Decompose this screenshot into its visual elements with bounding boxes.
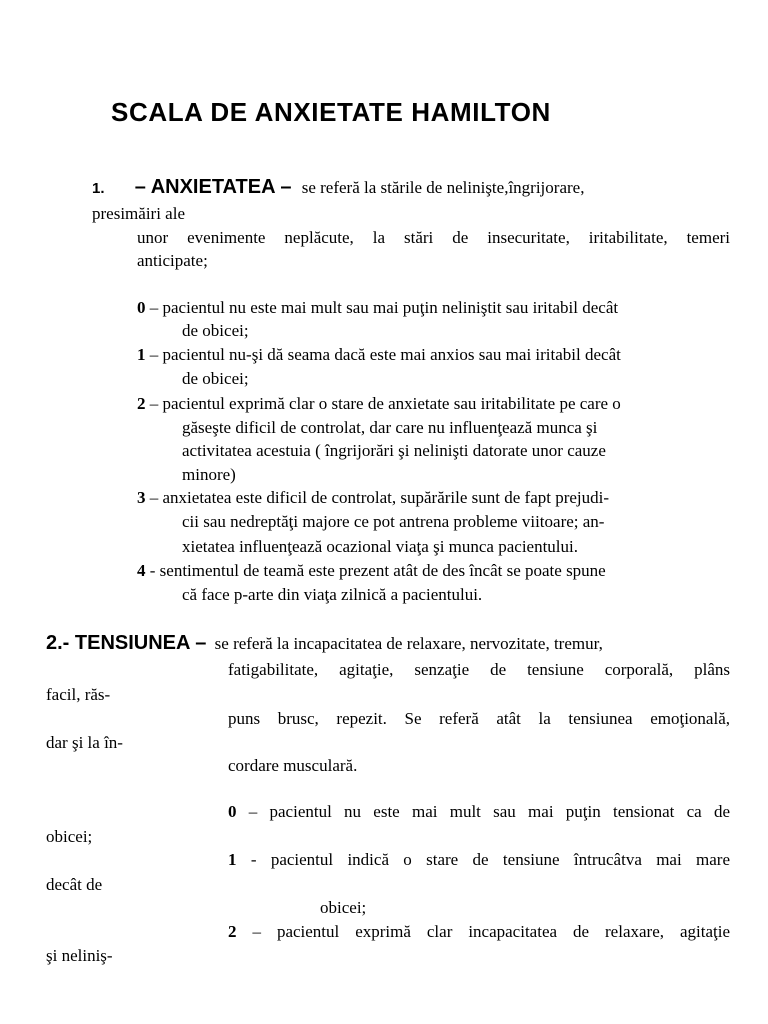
score-value: 2 [137,394,146,413]
score-text: obicei; [46,827,93,846]
section-1-heading: – ANXIETATEA – [134,176,292,198]
section-2-description-line: facil, răs- [46,685,111,704]
score-item [228,922,730,942]
score-item [137,394,621,414]
section-2-description-line: cordare musculară. [228,756,358,775]
score-text: - pacientul indică o stare de tensiune întrucâtva mai mare [250,850,730,869]
score-text: obicei; [320,898,367,917]
score-text: - sentimentul de teamă este prezent atât de des încât se poate spune [149,561,606,580]
score-item [137,345,621,365]
section-2-description: se referă la incapacitatea de relaxare, nervozitate, tremur, [214,634,603,653]
score-text: – pacientul nu-şi dă seama dacă este mai anxios sau mai iritabil decât [149,345,621,364]
section-1-description-line: presimăiri ale [92,204,185,223]
score-text: – pacientul nu este mai mult sau mai puţin neliniştit sau iritabil decât [149,298,619,317]
section-1-description-line: anticipate; [137,251,208,270]
score-value: 3 [137,488,146,507]
score-value: 2 [228,922,237,941]
score-text: cii sau nedreptăţi majore ce pot antrena probleme viitoare; an- [182,512,605,531]
score-text: de obicei; [182,321,249,340]
score-text: de obicei; [182,369,249,388]
section-2-heading: 2.- TENSIUNEA – [46,632,207,654]
score-value: 1 [228,850,237,869]
score-item [137,298,618,318]
score-text: găseşte dificil de controlat, dar care nu influenţează munca şi [182,418,598,437]
section-1-number: 1. [92,180,105,197]
section-1-heading-line [92,177,584,199]
score-item [228,802,730,822]
score-text: activitatea acestuia ( îngrijorări şi nelinişti datorate unor cauze [182,441,606,460]
score-text: – pacientul exprimă clar o stare de anxietate sau iritabilitate pe care o [149,394,621,413]
score-value: 1 [137,345,146,364]
score-value: 0 [137,298,146,317]
section-2-description-line: dar şi la în- [46,733,123,752]
score-item [228,850,730,870]
section-2-description-line: puns brusc, repezit. Se referă atât la tensiunea emoţională, [228,709,730,728]
score-text: – anxietatea este dificil de controlat, supărările sunt de fapt prejudi- [149,488,610,507]
score-text: şi neliniş- [46,946,113,965]
section-1-description: se referă la stările de nelinişte,îngrijorare, [301,178,585,197]
section-2-description-line: fatigabilitate, agitaţie, senzaţie de tensiune corporală, plâns [228,660,730,679]
score-value: 0 [228,802,237,821]
section-2-heading-line [46,633,603,654]
score-item [137,488,609,508]
section-1-description-line: unor evenimente neplăcute, la stări de insecuritate, iritabilitate, temeri [137,228,730,247]
score-text: minore) [182,465,236,484]
score-text: decât de [46,875,103,894]
score-value: 4 [137,561,146,580]
score-text: – pacientul exprimă clar incapacitatea de relaxare, agitaţie [252,922,730,941]
score-text: – pacientul nu este mai mult sau mai puţin tensionat ca de [248,802,730,821]
page-title: SCALA DE ANXIETATE HAMILTON [111,97,551,127]
score-text: xietatea influenţează ocazional viaţa şi munca pacientului. [182,537,579,556]
score-text: că face p-arte din viaţa zilnică a pacientului. [182,585,483,604]
score-item [137,561,606,581]
